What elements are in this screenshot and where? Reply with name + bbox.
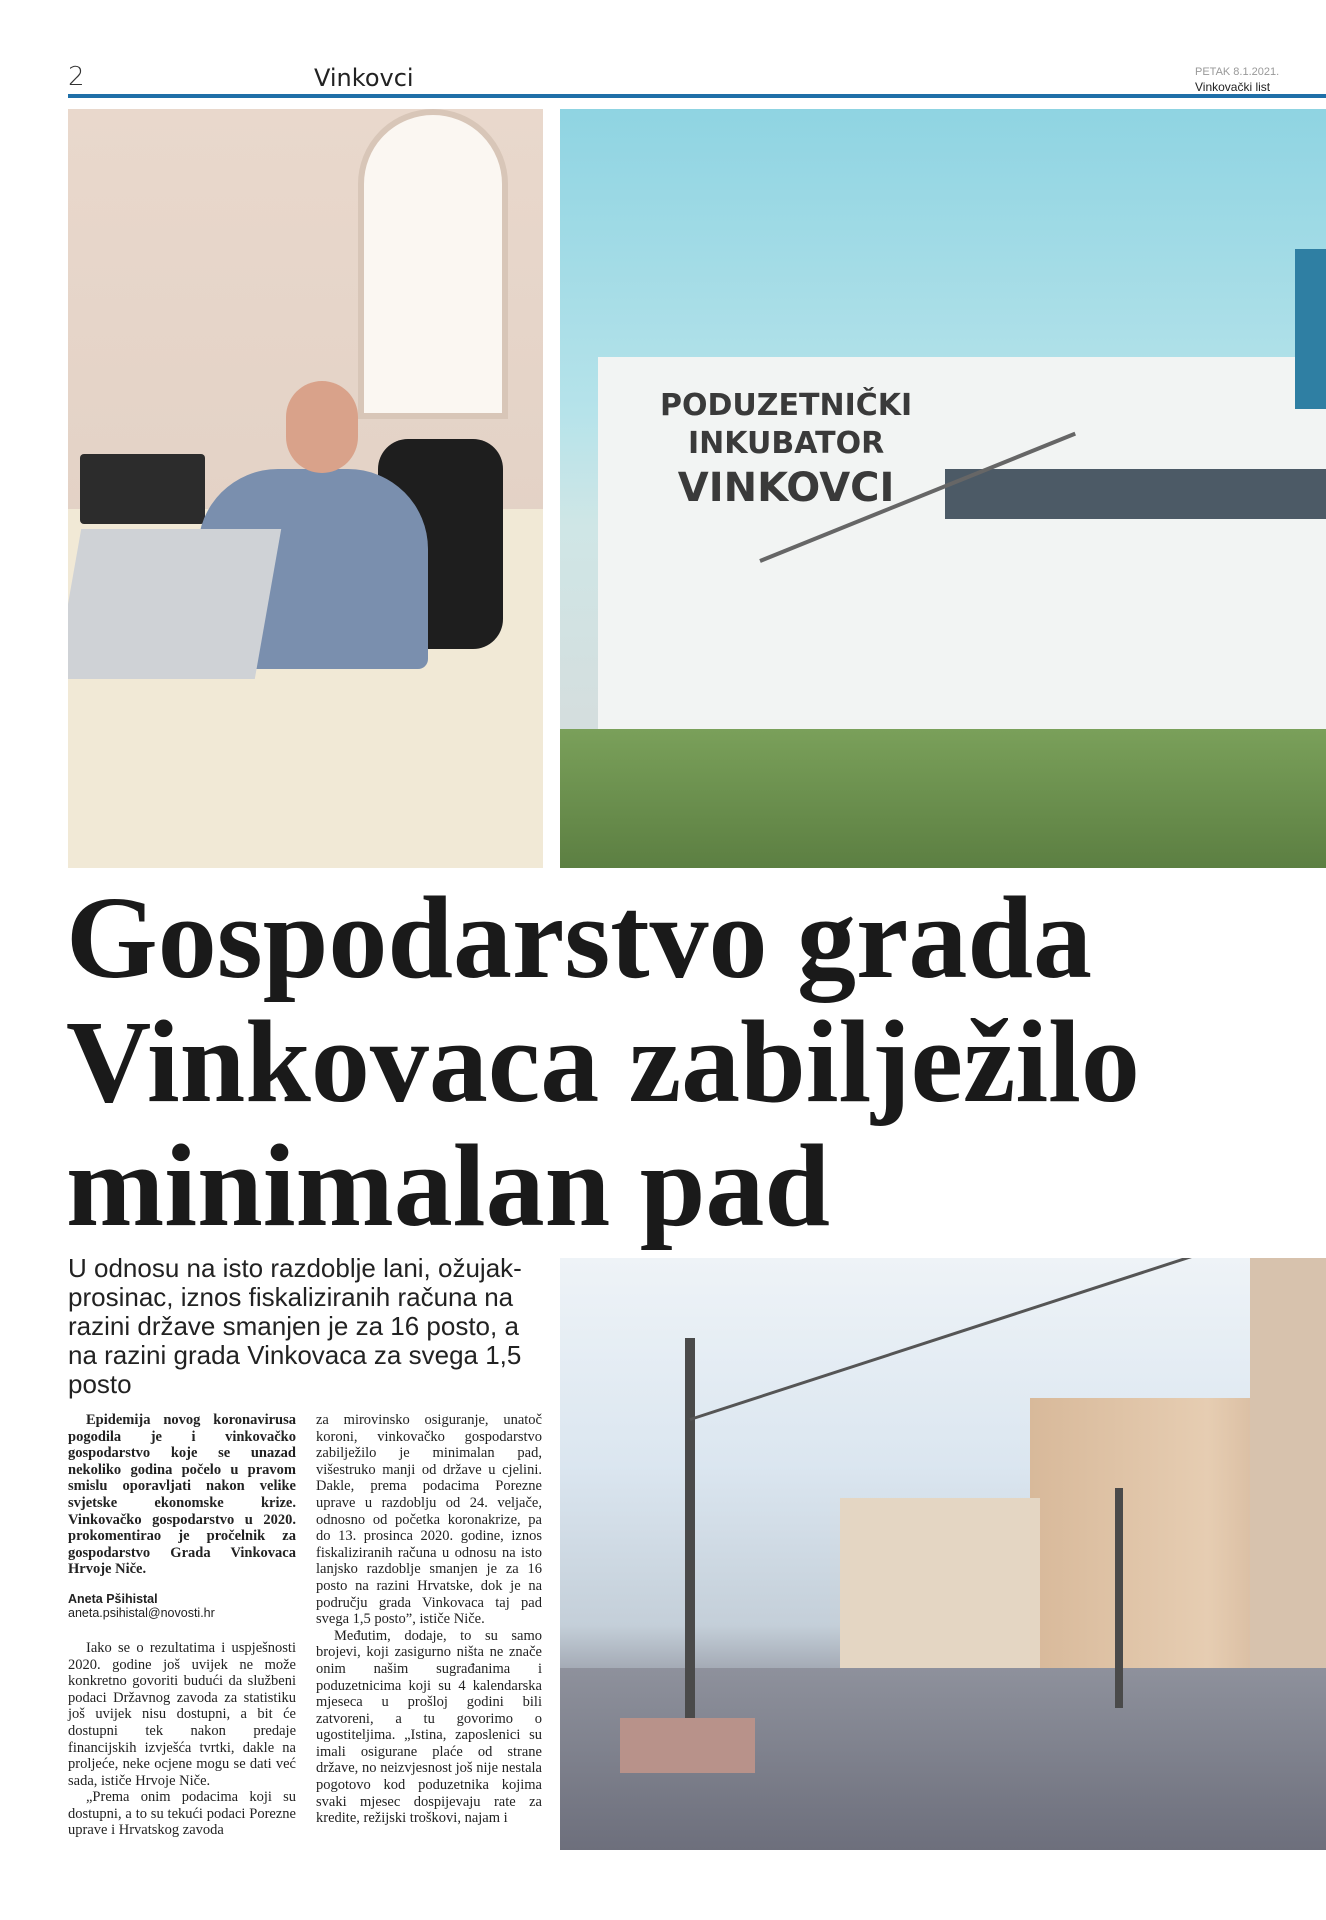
body-paragraph: Iako se o rezultatima i uspješnosti 2020. godine još uvijek ne može konkretno govoriti budući da službeni podaci Državnog zavoda za statistiku još uvijek nisu dostupni, a bit će dostupni tek nakon predaje financijskih izvješća tvrtki, dakle na proljeće, neke ocjene mogu se dati već sada, ističe Hrvoje Niče. [68,1639,296,1789]
lights-string [690,1258,1224,1421]
body-paragraph: „Prema onim podacima koji su dostupni, a to su tekući podaci Porezne uprave i Hrvatskog zavoda [68,1789,296,1839]
lawn [560,729,1326,868]
photo-street [560,1258,1326,1850]
photo-office [68,109,543,868]
sign-line: PODUZETNIČKI [660,388,913,423]
column-2 [316,1412,542,1827]
photo-incubator [560,109,1326,868]
blue-building [1295,249,1326,409]
window [358,109,508,419]
sign-line: VINKOVCI [677,465,895,511]
windows [945,469,1326,519]
building-sign [660,387,912,513]
laptop [68,529,281,679]
head [286,381,358,473]
printer [80,454,205,524]
body-paragraph: za mirovinsko osiguranje, unatoč koroni, vinkovačko gospodarstvo zabilježilo je minimalan pad, višestruko manji od države u cjelini. Dakle, prema podacima Porezne uprave u razdoblju od 24. veljače, odnosno od početka koronakrize, pa do 13. prosinca 2020. godine, iznos fiskaliziranih računa u odnosu na isto lanjsko razdoblje smanjen je za 16 posto na razini Hrvatske, dok je na području grada Vinkovaca taj pad svega 1,5 posto”, ističe Niče. [316,1412,542,1628]
author-name: Aneta Pšihistal [68,1591,158,1606]
street-lamp [1115,1488,1123,1708]
header-rule [68,94,1326,98]
page-number: 2 [68,62,85,92]
tall-building [1250,1258,1326,1698]
article-headline: Gospodarstvo grada Vinkovaca zabilježilo minimalan pad [66,872,1140,1251]
section-title: Vinkovci [314,64,414,92]
author-email[interactable]: aneta.psihistal@novosti.hr [68,1605,215,1620]
lamp-base [620,1718,755,1773]
street-lamp [685,1338,695,1718]
issue-date: PETAK 8.1.2021. [1195,66,1280,78]
buildings-mid [840,1498,1040,1678]
newspaper-name: Vinkovački list [1195,80,1271,94]
article-subtitle: U odnosu na isto razdoblje lani, ožujak-prosinac, iznos fiskaliziranih računa na razini države smanjen je za 16 posto, a na razini grada Vinkovaca za svega 1,5 posto [68,1253,522,1399]
lead-paragraph: Epidemija novog koronavirusa pogodila je i vinkovačko gospodarstvo koje se unazad nekoliko godina počelo u pravom smislu oporavljati nakon velike svjetske ekonomske krize. Vinkovačko gospodarstvo u 2020. prokomentirao je pročelnik za gospodarstvo Grada Vinkovaca Hrvoje Niče. [68,1412,296,1578]
column-1 [68,1412,296,1839]
sign-line: INKUBATOR [688,426,885,461]
body-paragraph: Međutim, dodaje, to su samo brojevi, koji zasigurno ništa ne znače onim našim sugrađanima i poduzetnicima koji su 4 kalendarska mjeseca u prošloj godini bili zatvoreni, a tu govorimo o ugostiteljima. „Istina, zaposlenici su imali osigurane plaće od strane države, no neizvjesnost još nije nestala pogotovo kod poduzetnika kojima svaki mjesec dospijevaju rate za kredite, režijski troškovi, najam i [316,1627,542,1827]
